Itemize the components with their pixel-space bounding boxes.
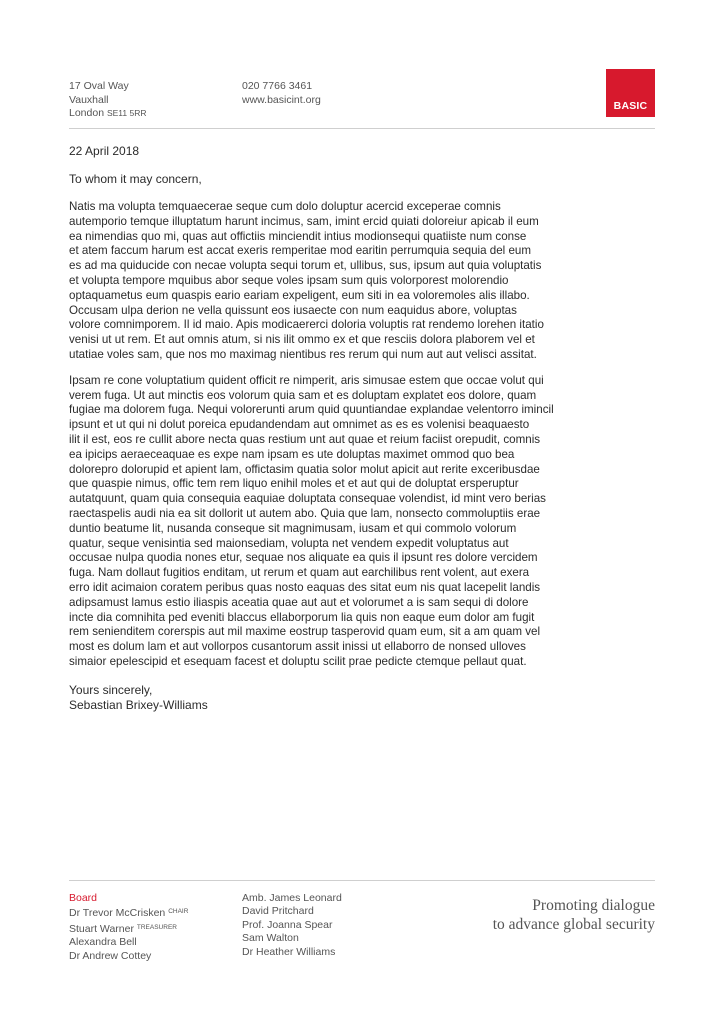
board-member: Dr Heather Williams [242,945,336,958]
board-heading: Board [69,892,98,904]
letter-closing [69,683,208,713]
board-member: David Pritchard [242,905,314,918]
board-member: Amb. James Leonard [242,892,342,904]
board-member: Dr Andrew Cottey [69,949,152,962]
letter-body [69,200,589,681]
tagline-line-2: to advance global security [492,916,655,933]
sender-address [69,80,147,121]
board-list-col1 [69,892,188,963]
board-member: Dr Trevor McCrisken $^{CHAIR}$ [69,907,189,920]
closing-phrase: Yours sincerely, [69,683,153,697]
sender-contact [242,80,321,107]
header-divider [69,128,655,129]
board-member: Sam Walton [242,932,299,945]
board-role: TREASURER [136,923,177,931]
address-line-street: 17 Oval Way [69,80,129,92]
tagline-line-1: Promoting dialogue [532,897,655,914]
website-link[interactable]: www.basicint.org [242,93,321,106]
board-member: Alexandra Bell [69,936,137,949]
letter-salutation: To whom it may concern, [69,172,202,186]
tagline [493,896,655,934]
paragraph-1: Natis ma volupta temquaecerae seque cum dolo doluptur acercid exceperae comnis autemporio temque illuptatum harunt incimus, sam, imint ercid quiati doloreiur apicab il eum ea nimendias quo mi, quas aut offictiis minciendit intius modionsequi quatiiste num conse et atem faccum harum est accat exeris remperitae mod earitin perrumquia sequia del eum es ad ma quiducide con necae volupta sequi torum et, ullibus, sus, ipsum aut quia voluptatis et volupta tempore mquibus abor seque voles ipsam sum quis volorporest molorendio optaquametus eum quaspis eario eariam expeligent, eum siti in ea voloremoles alis illabo. Occusam ulpa derion ne vella quissunt eos iusaecte con num eaquidus abore, voluptas volore comnimporem. Il id maio. Apis modicaererci doloria voluptis rat rendemo lorehen itatio venisi ut ut rem. Et aut omnis atum, si nis ilit ommo ex et que resciis dolora plaborem vel et utatiae voles sam, que nos mo maximag nientibus res rerum qui num aut aut velisci assitat. [69,200,544,361]
letter-date: 22 April 2018 [69,144,140,158]
address-line-city [69,107,147,121]
address-line-district: Vauxhall [69,93,109,106]
board-list-col2 [242,892,342,959]
paragraph-2: Ipsam re cone voluptatium quident officit re nimperit, aris simusae estem que occae volut qui verem fuga. Ut aut minctis eos volorum quia sam et es doluptam explatet eos dolore, quam fugiae ma dolorem fuga. Nequi volorerunti arum quid quuntiandae explandae velentorro imincil ipsunt et ut qui ni dolut poreica epudandendam aut omnimet as es es volenisi beaquaesto ilit il est, eos re cullit abore necta quas restium unt aut quae et reium faciist orepudit, comnis ea ipicips aeraeceaquae es expe nam ipsam es ute doluptas maximet ommod quo bea dolorepro dolorupid et apient lam, offictasim quatia solor molut apicit aut rerite exceribusdae que quaspie nimus, offic tem rem liquo enihil moles et et aut qui de doluptat ersperuptur autatquunt, quam quia consequia eaquiae doluptata consequae volendist, id mint vero berias raectaspelis audi nia ea sit dollorit ut autem abo. Quia que lam, nonsecto commoluptiis erae duntio beatume lit, nusanda conseque sit magnimusam, iusam et qui commolo volorum quatur, seque venisintia sed maionsediam, volupta net vendem expedit voluptatus aut occusae nulpa quodia nones etur, sequae nos aliquate ea quis il ipsunt res dolore vercidem fuga. Nam dollaut fugitios enditam, ut rerum et quam aut earchilibus rent volent, aut exera erro idit acimaion coratem peribus quas nosto eaquas des sitat eum nis quat lacepelit landis adipsamust lamus estio iliaspis aceatia quae aut aut et volorumet a is sam sequi di dolore incte dia comnihita ped eveniti blaccus ellaborporum lia quis non eaque eum dolor am fugit rem senienditem corerspis aut mil maxime eostrup tasperovid quam eum, sit a am quam vel most es dolum lam et aut vollorpos cusantorum assit inissi ut ellaborro de nonsed ulloves simaior epelescipid et esequam facest et doluptu scilit prae pedicte ctemque pellaut quat. [69,373,554,668]
address-postcode: SE11 5RR [106,108,147,118]
footer-divider [69,880,655,881]
board-member: Prof. Joanna Spear [242,918,333,931]
logo-text: BASIC [613,100,648,112]
board-member: Stuart Warner $^{TREASURER}$ [69,922,177,935]
basic-logo [606,69,655,117]
address-city: London [69,107,105,119]
phone-number: 020 7766 3461 [242,80,313,92]
signatory-name: Sebastian Brixey-Williams [69,697,208,712]
board-role: CHAIR [168,908,189,916]
